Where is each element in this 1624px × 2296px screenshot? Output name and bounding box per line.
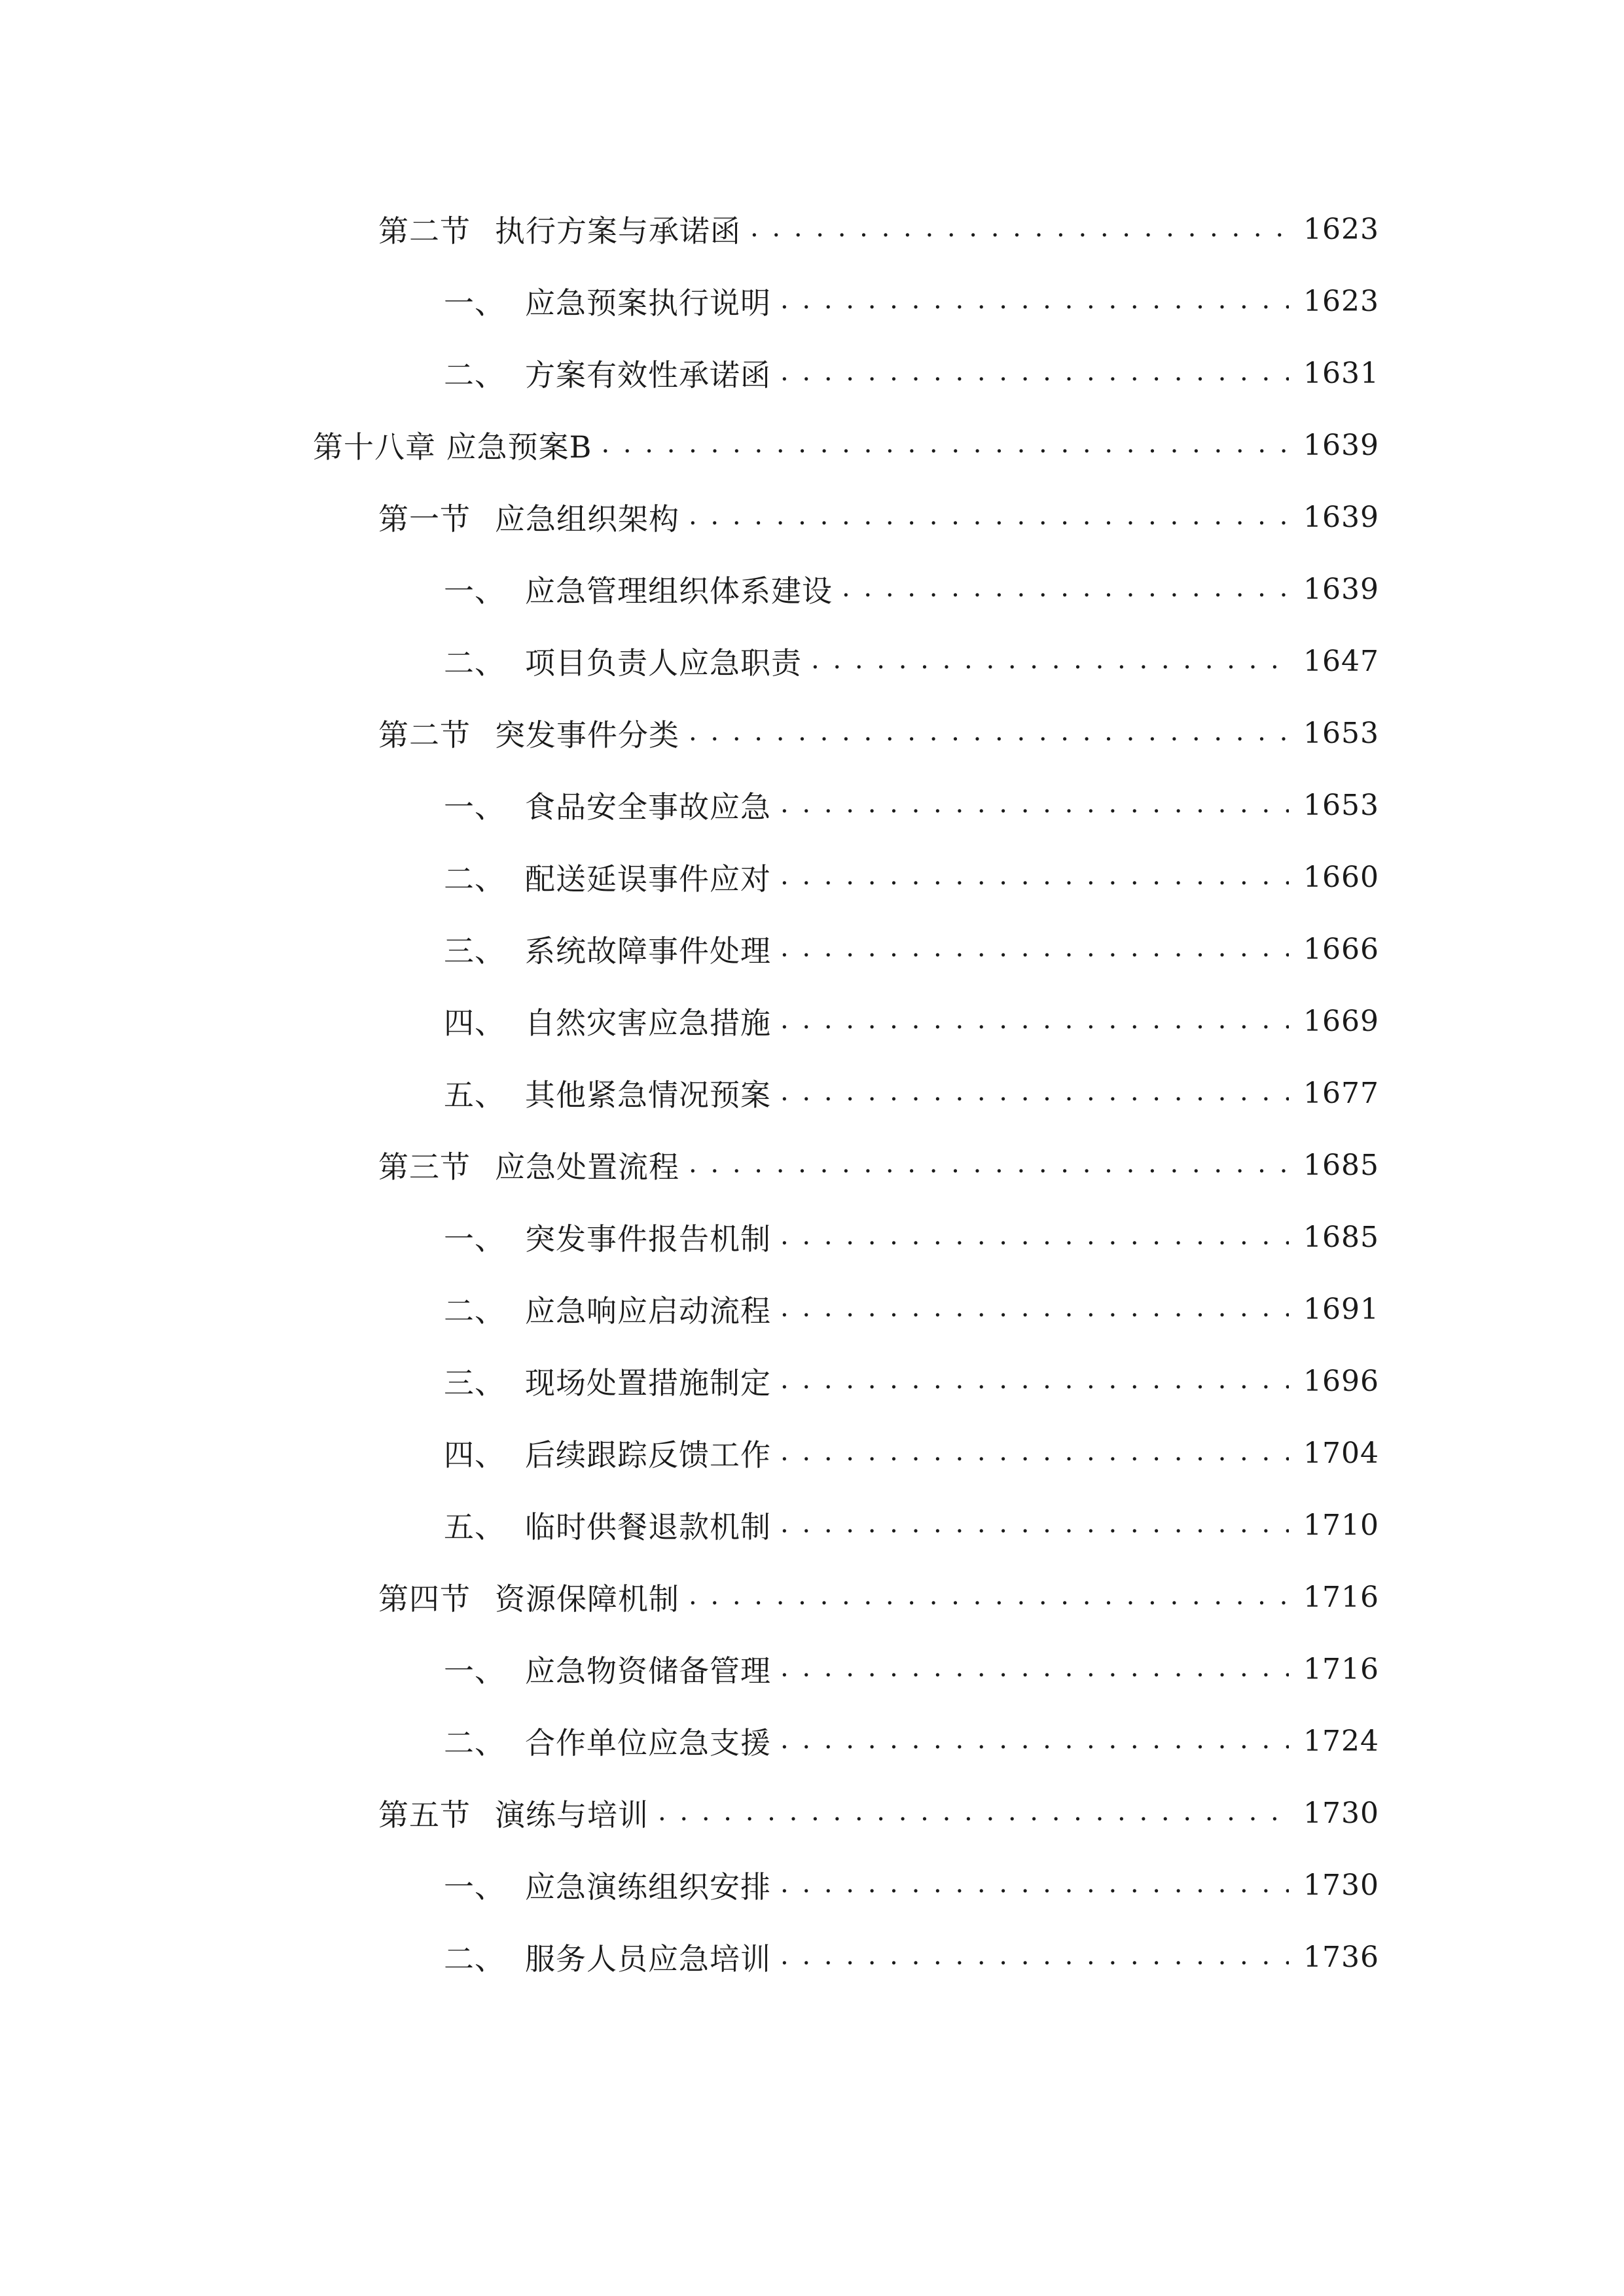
- toc-entry-page: 1716: [1303, 1580, 1379, 1614]
- toc-entry[interactable]: [0, 553, 1624, 625]
- toc-entry-number: 一、: [444, 1869, 505, 1905]
- toc-entry-number: 二、: [444, 1941, 505, 1977]
- toc-entry[interactable]: [0, 193, 1624, 265]
- toc-entry-title: 应急管理组织体系建设: [525, 573, 833, 609]
- toc-entry-number: 一、: [444, 1653, 505, 1689]
- toc-entry-number: 二、: [444, 861, 505, 897]
- toc-entry[interactable]: [0, 1417, 1624, 1489]
- toc-entry-page: 1653: [1303, 788, 1379, 822]
- toc-entry-page: 1736: [1303, 1940, 1379, 1974]
- toc-entry-page: 1724: [1303, 1724, 1379, 1758]
- toc-entry-page: 1623: [1303, 212, 1379, 246]
- toc-entry[interactable]: [0, 1777, 1624, 1849]
- toc-entry[interactable]: [0, 1633, 1624, 1705]
- toc-entry-title: 应急处置流程: [495, 1149, 679, 1185]
- toc-entry[interactable]: [0, 265, 1624, 337]
- toc-entry-page: 1691: [1303, 1292, 1379, 1326]
- toc-entry-number: 二、: [444, 1293, 505, 1329]
- toc-entry-title: 配送延误事件应对: [525, 861, 771, 897]
- toc-entry-page: 1660: [1303, 860, 1379, 894]
- toc-entry-number: 四、: [444, 1437, 505, 1473]
- toc-entry-number: 二、: [444, 1725, 505, 1761]
- toc-entry[interactable]: [0, 481, 1624, 553]
- toc-entry-number: 第二节: [378, 717, 471, 753]
- toc-entry[interactable]: [0, 1057, 1624, 1129]
- dot-leader: [780, 1221, 1289, 1253]
- toc-entry-page: 1685: [1303, 1220, 1379, 1254]
- dot-leader: [780, 1653, 1289, 1685]
- toc-entry-page: 1730: [1303, 1796, 1379, 1830]
- toc-entry-page: 1639: [1303, 500, 1379, 534]
- toc-entry-title: 系统故障事件处理: [525, 933, 771, 969]
- toc-entry-page: 1730: [1303, 1868, 1379, 1902]
- dot-leader: [780, 1437, 1289, 1469]
- dot-leader: [689, 1581, 1289, 1613]
- toc-entry-page: 1710: [1303, 1508, 1379, 1542]
- toc-entry-title: 项目负责人应急职责: [525, 645, 802, 681]
- toc-entry-number: 第三节: [378, 1149, 471, 1185]
- dot-leader: [750, 213, 1289, 245]
- toc-entry-number: 三、: [444, 933, 505, 969]
- toc-entry[interactable]: [0, 697, 1624, 769]
- toc-entry-number: 一、: [444, 285, 505, 321]
- toc-entry[interactable]: [0, 1921, 1624, 1993]
- dot-leader: [780, 861, 1289, 893]
- toc-entry[interactable]: [0, 1129, 1624, 1201]
- toc-entry-title: 资源保障机制: [495, 1581, 679, 1617]
- toc-entry[interactable]: [0, 1201, 1624, 1273]
- toc-entry-number: 第二节: [378, 213, 471, 249]
- toc-entry-page: 1685: [1303, 1148, 1379, 1182]
- toc-entry[interactable]: [0, 1705, 1624, 1777]
- toc-entry-title: 突发事件报告机制: [525, 1221, 771, 1257]
- dot-leader: [780, 357, 1289, 389]
- toc-entry[interactable]: [0, 1849, 1624, 1921]
- toc-entry-title: 应急物资储备管理: [525, 1653, 771, 1689]
- dot-leader: [780, 1941, 1289, 1973]
- toc-entry-title: 应急组织架构: [495, 501, 679, 537]
- toc-entry-title: 其他紧急情况预案: [525, 1077, 771, 1113]
- toc-entry-title: 临时供餐退款机制: [525, 1509, 771, 1545]
- toc-entry-title: 应急预案执行说明: [525, 285, 771, 321]
- toc-entry-number: 第一节: [378, 501, 471, 537]
- dot-leader: [780, 1005, 1289, 1037]
- toc-entry[interactable]: [0, 337, 1624, 409]
- toc-entry-number: 五、: [444, 1509, 505, 1545]
- toc-entry-page: 1639: [1303, 572, 1379, 606]
- toc-entry-title: 应急演练组织安排: [525, 1869, 771, 1905]
- toc-entry[interactable]: [0, 1345, 1624, 1417]
- dot-leader: [780, 789, 1289, 821]
- toc-entry-page: 1716: [1303, 1652, 1379, 1686]
- toc-entry-title: 第十八章 应急预案B: [313, 429, 592, 465]
- dot-leader: [842, 573, 1289, 605]
- toc-entry-title: 执行方案与承诺函: [495, 213, 741, 249]
- toc-entry-page: 1631: [1303, 356, 1379, 390]
- toc-entry-page: 1669: [1303, 1004, 1379, 1038]
- toc-entry-number: 一、: [444, 789, 505, 825]
- toc-entry[interactable]: [0, 913, 1624, 985]
- dot-leader: [780, 1293, 1289, 1325]
- toc-entry[interactable]: [0, 985, 1624, 1057]
- toc-entry-page: 1704: [1303, 1436, 1379, 1470]
- toc-entry-number: 第五节: [378, 1797, 471, 1833]
- dot-leader: [658, 1797, 1289, 1829]
- toc-entry-number: 四、: [444, 1005, 505, 1041]
- toc-entry-page: 1677: [1303, 1076, 1379, 1110]
- toc-entry[interactable]: [0, 1561, 1624, 1633]
- dot-leader: [811, 645, 1289, 677]
- toc-entry[interactable]: [0, 1273, 1624, 1345]
- dot-leader: [780, 1509, 1289, 1541]
- toc-entry-title: 演练与培训: [495, 1797, 649, 1833]
- toc-entry-number: 一、: [444, 573, 505, 609]
- dot-leader: [780, 933, 1289, 965]
- toc-entry-title: 突发事件分类: [495, 717, 679, 753]
- toc-entry-number: 三、: [444, 1365, 505, 1401]
- toc-entry-number: 第四节: [378, 1581, 471, 1617]
- toc-entry[interactable]: [0, 841, 1624, 913]
- dot-leader: [780, 1077, 1289, 1109]
- dot-leader: [780, 1869, 1289, 1901]
- toc-entry-page: 1623: [1303, 284, 1379, 318]
- toc-entry-page: 1666: [1303, 932, 1379, 966]
- toc-entry-number: 二、: [444, 645, 505, 681]
- dot-leader: [689, 501, 1289, 533]
- toc-entry[interactable]: [0, 1489, 1624, 1561]
- toc-entry-title: 食品安全事故应急: [525, 789, 771, 825]
- toc-entry-page: 1653: [1303, 716, 1379, 750]
- toc-entry-title: 方案有效性承诺函: [525, 357, 771, 393]
- toc-entry[interactable]: [0, 409, 1624, 481]
- toc-entry-title: 服务人员应急培训: [525, 1941, 771, 1977]
- toc-entry-number: 五、: [444, 1077, 505, 1113]
- toc-entry-title: 应急响应启动流程: [525, 1293, 771, 1329]
- dot-leader: [780, 1365, 1289, 1397]
- dot-leader: [780, 285, 1289, 317]
- toc-entry[interactable]: [0, 769, 1624, 841]
- toc-entry-title: 合作单位应急支援: [525, 1725, 771, 1761]
- toc-entry-page: 1647: [1303, 644, 1379, 678]
- toc-entry[interactable]: [0, 625, 1624, 697]
- toc-entry-page: 1696: [1303, 1364, 1379, 1398]
- toc-entry-title: 后续跟踪反馈工作: [525, 1437, 771, 1473]
- toc-entry-page: 1639: [1303, 428, 1379, 462]
- toc-entry-number: 二、: [444, 357, 505, 393]
- dot-leader: [780, 1725, 1289, 1757]
- table-of-contents: [0, 193, 1624, 1993]
- dot-leader: [689, 1149, 1289, 1181]
- toc-entry-title: 现场处置措施制定: [525, 1365, 771, 1401]
- dot-leader: [689, 717, 1289, 749]
- dot-leader: [601, 429, 1289, 461]
- toc-entry-title: 自然灾害应急措施: [525, 1005, 771, 1041]
- toc-entry-number: 一、: [444, 1221, 505, 1257]
